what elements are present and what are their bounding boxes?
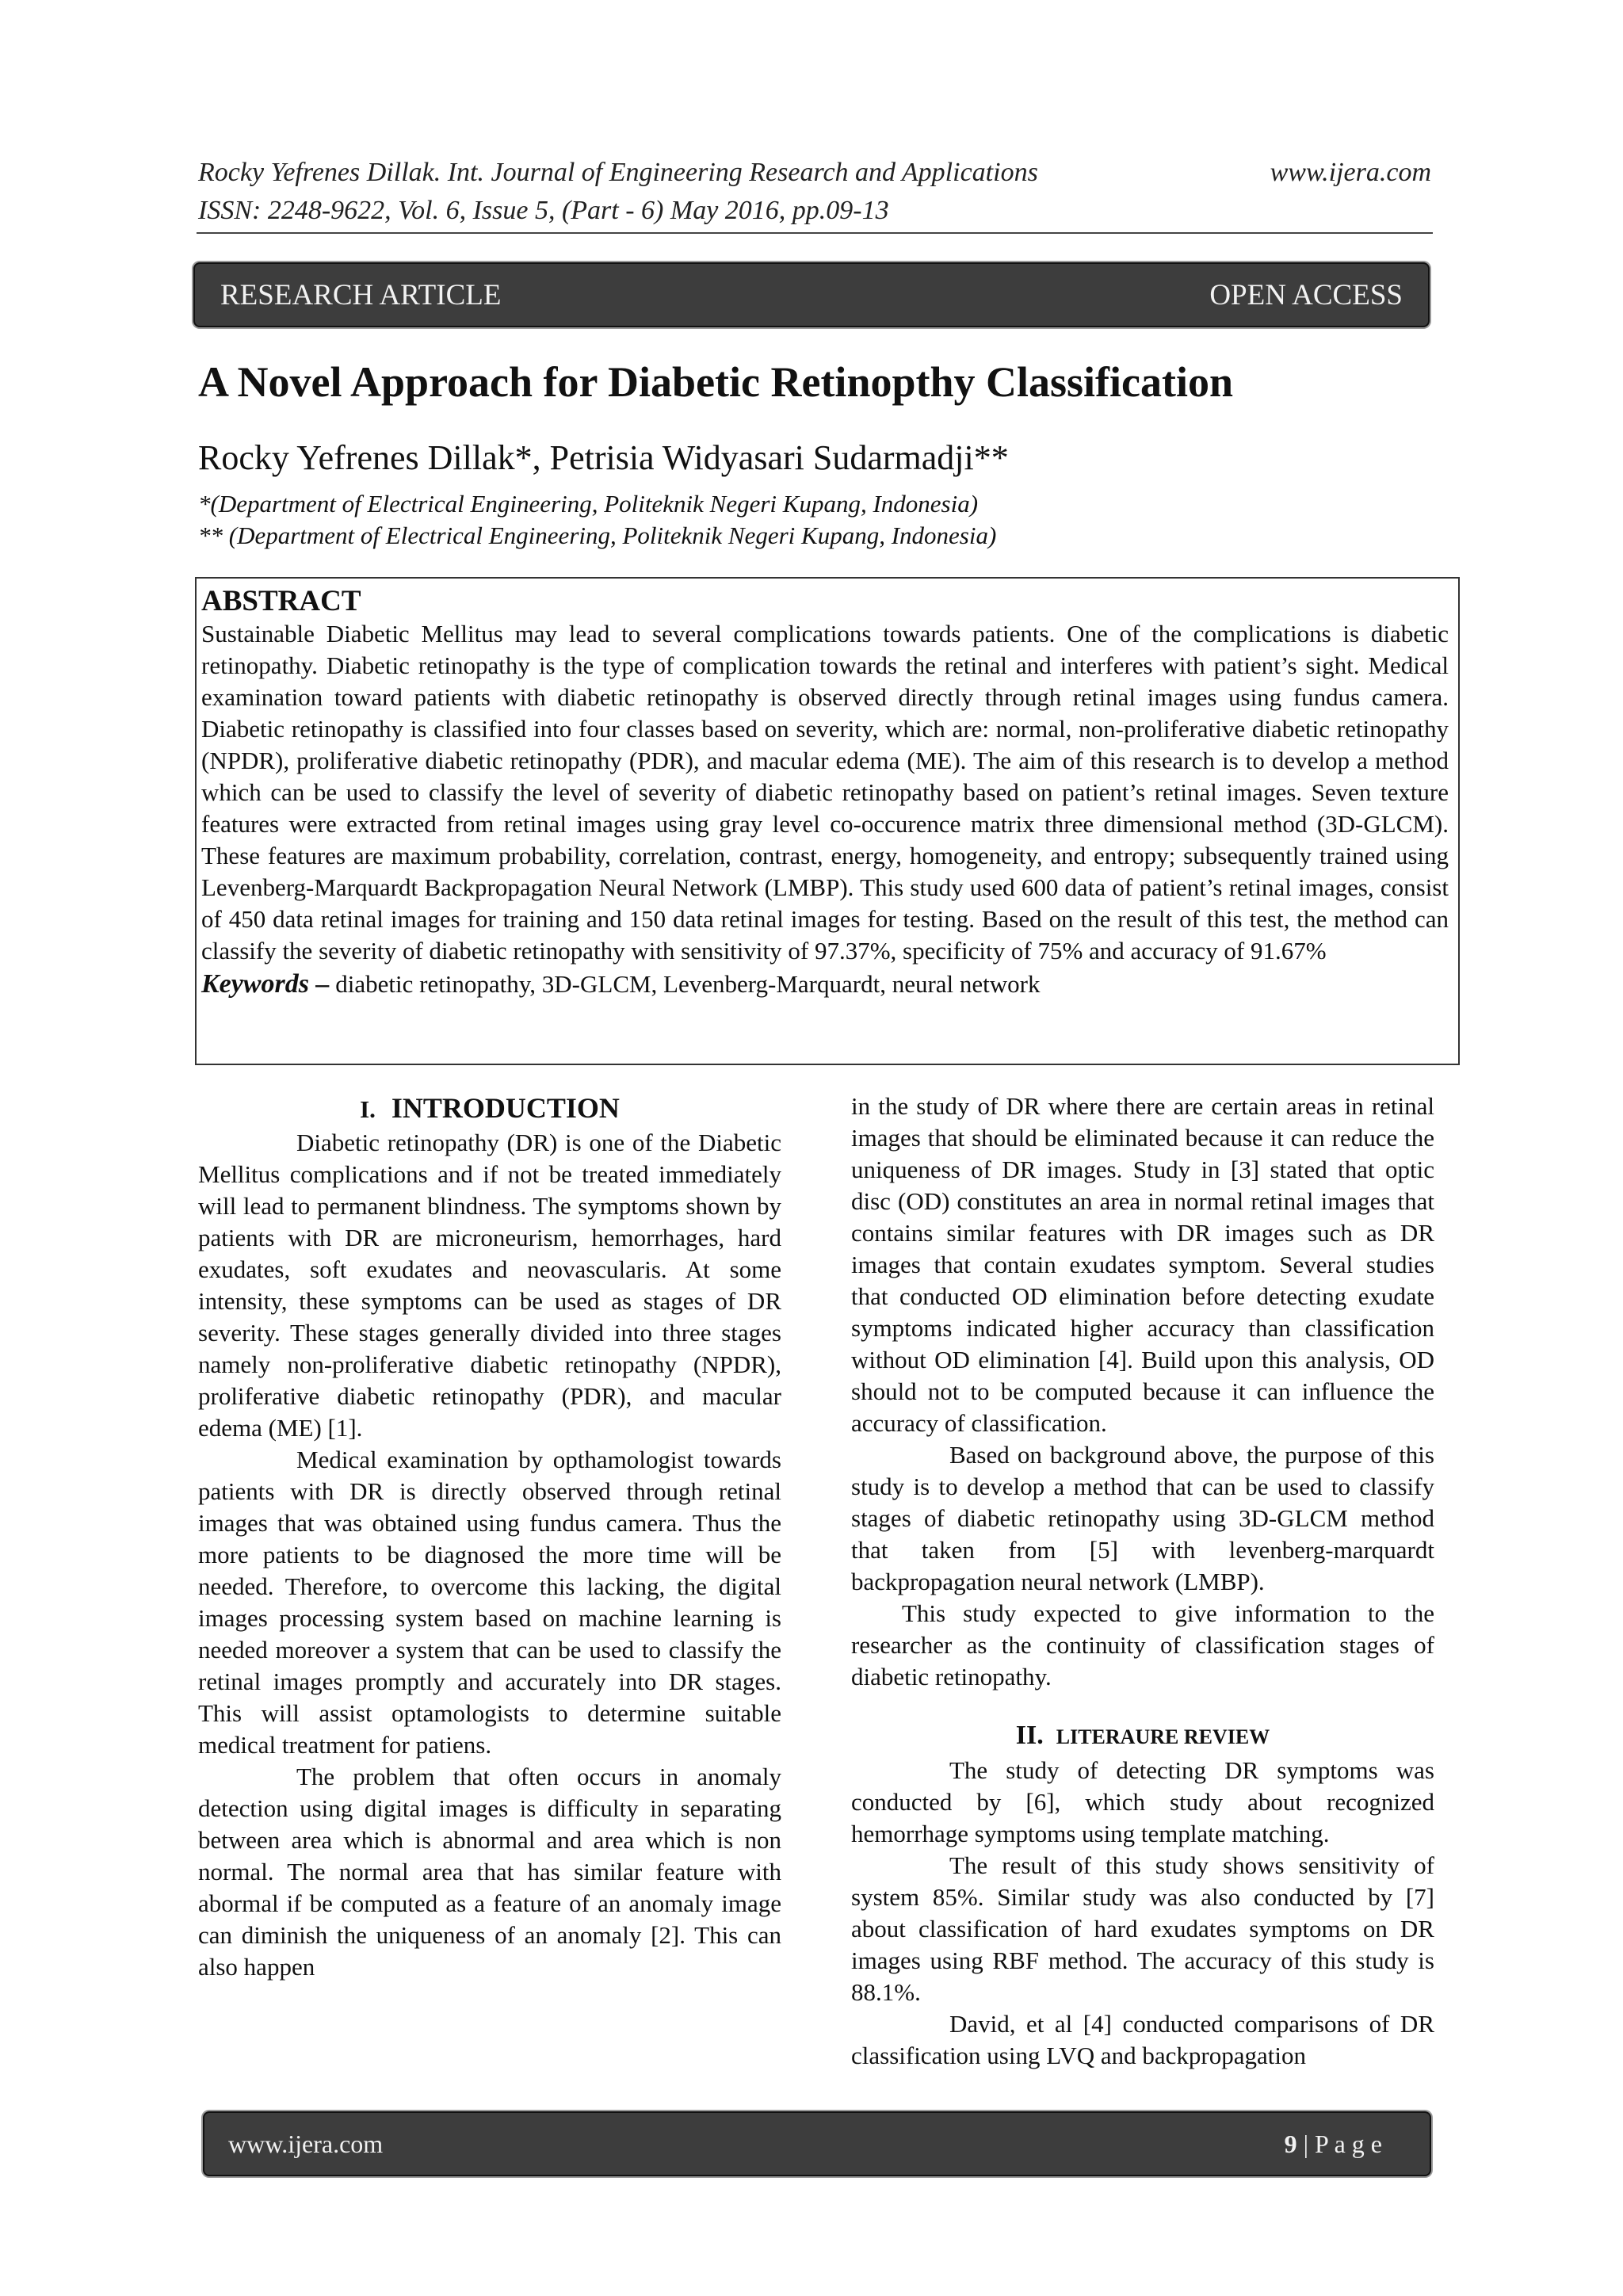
- issn-line: ISSN: 2248-9622, Vol. 6, Issue 5, (Part - 6) May 2016, pp.09-13: [198, 196, 889, 225]
- review-paragraph-2: The result of this study shows sensitivity of system 85%. Similar study was also conducted by [7] about classification of hard exudates symptoms on DR images using RBF method. The accuracy of this study is 88.1%.: [851, 1851, 1434, 2006]
- review-paragraph-3: David, et al [4] conducted comparisons of DR classification using LVQ and backpropagation: [851, 2010, 1434, 2069]
- abstract-text: Sustainable Diabetic Mellitus may lead to several complications towards patients. One of the complications is diabetic retinopathy. Diabetic retinopathy is the type of complication towards the retinal and interferes with patient’s sight. Medical examination toward patients with diabetic retinopathy is observed directly through retinal images using fundus camera. Diabetic retinopathy is classified into four classes based on severity, which are: normal, non-proliferative diabetic retinopathy (NPDR), proliferative diabetic retinopathy (PDR), and macular edema (ME). The aim of this research is to develop a method which can be used to classify the level of severity of diabetic retinopathy based on patient’s retinal images. Seven texture features were extracted from retinal images using gray level co-occurence matrix three dimensional method (3D-GLCM). These features are maximum probability, correlation, contrast, energy, homogeneity, and entropy; subsequently trained using Levenberg-Marquardt Backpropagation Neural Network (LMBP). This study used 600 data of patient’s retinal images, consist of 450 data retinal images for training and 150 data retinal images for testing. Based on the result of this test, the method can classify the severity of diabetic retinopathy with sensitivity of 97.37%, specificity of 75% and accuracy of 91.67%: [201, 620, 1449, 965]
- section-title: LITERAURE REVIEW: [1056, 1725, 1270, 1748]
- section-number: II.: [1015, 1721, 1044, 1750]
- intro-paragraph-3: The problem that often occurs in anomaly detection using digital images is difficulty in separating between area which is abnormal and area which is non normal. The normal area that has similar feature with abormal if be computed as a feature of an anomaly image can diminish the uniqueness of an anomaly [2]. This can also happen: [198, 1763, 781, 1981]
- review-paragraph-1: The study of detecting DR symptoms was conducted by [6], which study about recognized hemorrhage symptoms using template matching.: [851, 1756, 1434, 1847]
- header-divider: [197, 232, 1433, 234]
- intro-paragraph-5: Based on background above, the purpose of this study is to develop a method that can be used to classify stages of diabetic retinopathy using 3D-GLCM method that taken from [5] with levenberg-marquardt backpropagation neural network (LMBP).: [851, 1441, 1434, 1595]
- affiliation-1: *(Department of Electrical Engineering, Politeknik Negeri Kupang, Indonesia): [198, 490, 979, 518]
- page-label: | P a g e: [1296, 2129, 1382, 2158]
- intro-paragraph-1: Diabetic retinopathy (DR) is one of the Diabetic Mellitus complications and if not be treated immediately will lead to permanent blindness. The symptoms shown by patients with DR are microneurism, hemorrhages, hard exudates, soft exudates and neovascularis. At some intensity, these symptoms can be used as stages of DR severity. These stages generally divided into three stages namely non-proliferative diabetic retinopathy (NPDR), proliferative diabetic retinopathy (PDR), and macular edema (ME) [1].: [198, 1129, 781, 1442]
- keywords-label: Keywords –: [201, 969, 330, 999]
- right-column: [851, 1091, 1434, 2072]
- journal-website: www.ijera.com: [1270, 158, 1431, 187]
- page-number: [1285, 2130, 1382, 2159]
- running-header: [198, 154, 1431, 230]
- section-number: I.: [360, 1095, 376, 1123]
- author-list: Rocky Yefrenes Dillak*, Petrisia Widyasari Sudarmadji**: [198, 438, 1009, 477]
- keywords-text: diabetic retinopathy, 3D-GLCM, Levenberg-Marquardt, neural network: [335, 970, 1041, 998]
- page-number-value: 9: [1284, 2129, 1297, 2158]
- article-type-banner: [193, 262, 1430, 327]
- intro-paragraph-6: This study expected to give information to the researcher as the continuity of classification stages of diabetic retinopathy.: [851, 1599, 1434, 1690]
- section-title: INTRODUCTION: [391, 1092, 620, 1124]
- intro-paragraph-4: in the study of DR where there are certain areas in retinal images that should be eliminated because it can reduce the uniqueness of DR images. Study in [3] stated that optic disc (OD) constitutes an area in normal retinal images that contains similar features with DR images such as DR images that contain exudates symptom. Several studies that conducted OD elimination before detecting exudate symptoms indicated higher accuracy than classification without OD elimination [4]. Build upon this analysis, OD should not to be computed because it can influence the accuracy of classification.: [851, 1092, 1434, 1437]
- open-access-label: OPEN ACCESS: [1209, 278, 1403, 311]
- section-heading-literature-review: [851, 1718, 1434, 1755]
- left-column: [198, 1091, 781, 1983]
- abstract-heading: ABSTRACT: [201, 585, 361, 617]
- abstract-box: [195, 577, 1460, 1065]
- page-footer: [203, 2111, 1431, 2176]
- journal-citation: Rocky Yefrenes Dillak. Int. Journal of Engineering Research and Applications: [198, 158, 1038, 187]
- affiliation-2: ** (Department of Electrical Engineering, Politeknik Negeri Kupang, Indonesia): [198, 521, 997, 549]
- section-heading-introduction: [198, 1091, 781, 1127]
- paper-title: A Novel Approach for Diabetic Retinopthy Classification: [198, 358, 1234, 406]
- research-article-label: RESEARCH ARTICLE: [220, 278, 502, 311]
- intro-paragraph-2: Medical examination by opthamologist towards patients with DR is directly observed through retinal images that was obtained using fundus camera. Thus the more patients to be diagnosed the more time will be needed. Therefore, to overcome this lacking, the digital images processing system based on machine learning is needed moreover a system that can be used to classify the retinal images promptly and accurately into DR stages. This will assist optamologists to determine suitable medical treatment for patiens.: [198, 1446, 781, 1759]
- footer-website: www.ijera.com: [228, 2129, 384, 2158]
- keywords-line: [201, 968, 1449, 1000]
